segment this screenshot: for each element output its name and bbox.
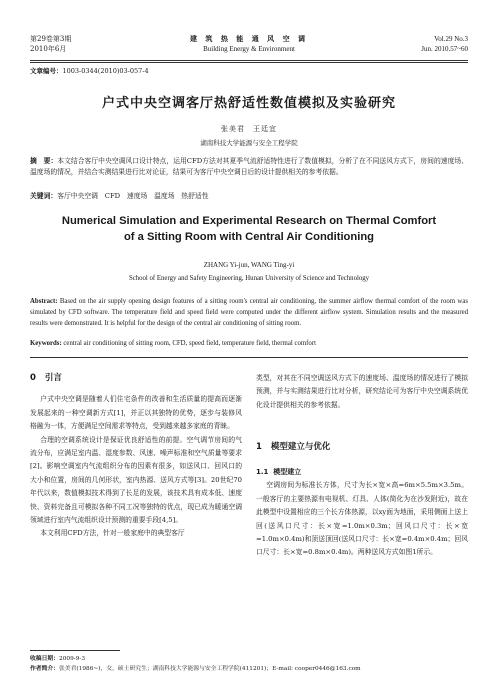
abstract-cn xyxy=(30,156,468,178)
keywords-en xyxy=(30,340,468,347)
title-cn: 户式中央空调客厅热舒适性数值模拟及实验研究 xyxy=(101,96,396,111)
abstract-cn-text: 本文结合客厅中央空调风口设计特点，运用CFD方法对其夏季气流舒适特性进行了数值模拟，分析了在不同送风方式下，房间的速度场、温度场的情况，并结合实测结果进行比对论证，结果可为客厅中央空调日后的设计提供相关的参考依据。 xyxy=(30,157,469,177)
section-0-number: 0 xyxy=(30,373,36,383)
section-1-body xyxy=(256,462,468,560)
footnote-rule xyxy=(30,650,120,651)
section-0-title: 引言 xyxy=(44,373,62,383)
right-column-continuation: 类型，对其在不同空调送风方式下的速度场、温度场的情况进行了模拟预测，并与实测结果进行比对分析，研究结论可为客厅中央空调系统优化设计提供相关的参考依据。 xyxy=(256,374,468,409)
received-date: 2009-9-3 xyxy=(59,656,86,662)
footnote-author xyxy=(30,665,468,674)
left-column xyxy=(30,372,242,541)
section-1-heading-line xyxy=(256,440,468,452)
keywords-cn xyxy=(30,190,468,200)
author-bio-label: 作者简介： xyxy=(30,666,59,672)
abstract-en-label: Abstract: xyxy=(30,298,58,305)
header-rule xyxy=(30,60,468,61)
received-label: 收稿日期： xyxy=(30,656,59,662)
title-en xyxy=(20,213,478,245)
author-bio: 张美君(1986~)，女，硕士研究生；湖南科技大学能源与安全工程学院(411201)；E-mail: cooper0446@163.com xyxy=(59,666,361,672)
journal-name xyxy=(30,34,468,54)
subsection-1-1-title: 模型建立 xyxy=(273,468,302,476)
keywords-en-label: Keywords: xyxy=(30,340,62,347)
section-1-title: 模型建立与优化 xyxy=(270,442,331,452)
section-0-paragraph-1: 户式中央空调是随着人们住宅条件的改善和生活质量的提高而逐渐发展起来的一种空调新方式[1]，并正以其独特的优势，逐步与装修风格融为一体，方便满足空间需求等特点，受到越来越多家庭的青睐。 xyxy=(30,395,242,431)
abstract-en xyxy=(30,296,468,329)
section-1-heading xyxy=(256,440,468,460)
authors-cn: 张美君 王廷宜 xyxy=(221,125,277,133)
abstract-cn-label: 摘 要： xyxy=(30,157,58,165)
authors-en: ZHANG Yi-jun, WANG Ting-yi xyxy=(203,261,295,269)
footnote-received xyxy=(30,655,468,664)
abstract-en-text: Based on the air supply opening design features of a sitting room's central air conditioning, the summer airflow thermal comfort of the room was simulated by CFD software. The temperature field and speed field were computed under the different airflow system. Simulation results and the measured results were demonstrated. It is helpful for the design of the central air conditioning of sitting room. xyxy=(30,298,468,327)
subsection-1-1-paragraph: 空调房间为标准长方体，尺寸为长×宽×高=6m×5.5m×3.5m。一般客厅的主要热源有电视机、灯具、人体(简化为在沙发附近)，故在此模型中设置相应的三个长方体热源，以xy面为地面，采用侧面上送上回(送风口尺寸：长×宽=1.0m×0.3m；回风口尺寸：长×宽=1.0m×0.4m)和顶送顶回(送风口尺寸：长×宽=0.4m×0.4m；回风口尺寸：长×宽=0.8m×0.4m)。两种送风方式如图1所示。 xyxy=(256,481,468,557)
volume-info xyxy=(421,34,468,54)
running-header xyxy=(30,34,468,62)
abstract-rule xyxy=(30,357,468,358)
section-0-paragraph-2: 合理的空调系统设计是保证优良舒适性的前提。空气调节房间的气流分布，应满足室内温、湿度参数、风速、噪声标准和空气质量等要求[2]。影响空调室内气流组织分布的因素有很多，如送风口、回风口的大小和位置，房间的几何形状，室内热源、送风方式等[3]。20世纪70年代以来，数值模拟技术得到了长足的发展，该技术具有成本低、速度快、资料完备且可模拟各种不同工况等独特的优点，现已成为暖通空调领域进行室内气流组织设计预测的重要手段[4,5]。 xyxy=(30,435,242,525)
subsection-1-1-number: 1.1 xyxy=(256,468,269,476)
section-1-number: 1 xyxy=(256,442,262,452)
date-cn: 2010年6月 xyxy=(30,45,67,53)
article-number xyxy=(30,66,149,75)
header-rule-thin xyxy=(30,62,468,63)
pages-en: Jun. 2010.57~60 xyxy=(421,45,468,53)
journal-name-en: Building Energy & Environment xyxy=(203,45,295,53)
keywords-cn-label: 关键词： xyxy=(30,192,58,200)
section-0-heading xyxy=(30,372,242,385)
keywords-en-text: central air conditioning of sitting room, CFD, speed field, temperature field, thermal comfort xyxy=(61,340,316,347)
section-0-paragraph-3: 本文利用CFD方法，针对一般家庭中的典型客厅 xyxy=(40,529,185,538)
affiliation-cn: 湖南科技大学能源与安全工程学院 xyxy=(200,139,298,147)
title-en-line2: of a Sitting Room with Central Air Conditioning xyxy=(123,231,375,243)
volume-en: Vol.29 No.3 xyxy=(434,35,468,43)
title-en-line1: Numerical Simulation and Experimental Research on Thermal Comfort xyxy=(61,215,437,227)
affiliation-en: School of Energy and Safety Engineering, Hunan University of Science and Technology xyxy=(128,275,370,282)
journal-name-cn: 建 筑 热 能 通 风 空 调 xyxy=(189,34,309,43)
subsection-1-1-heading xyxy=(256,466,468,479)
article-number-label: 文章编号： xyxy=(30,67,63,75)
issue-cn: 第29卷第3期 xyxy=(30,35,72,43)
keywords-cn-text: 客厅中央空调 CFD 速度场 温度场 热舒适性 xyxy=(57,192,209,200)
article-number-value: 1003-0344(2010)03-057-4 xyxy=(62,67,149,75)
